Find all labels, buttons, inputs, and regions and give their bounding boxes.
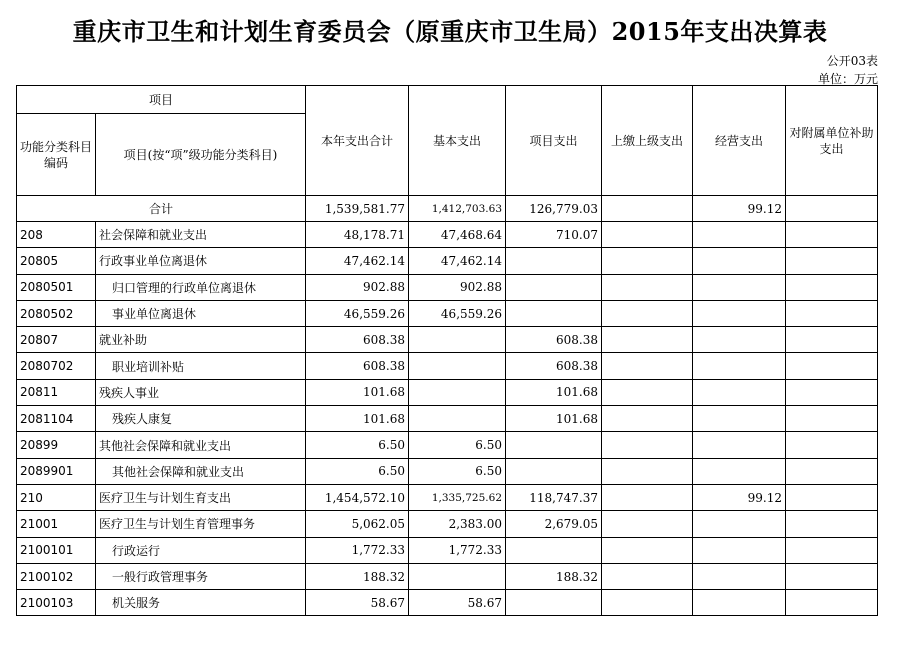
- row-subsidy: [786, 590, 878, 616]
- row-subsidy: [786, 537, 878, 563]
- total-subsidy: [786, 196, 878, 222]
- row-project: 101.68: [506, 379, 602, 405]
- row-project: 608.38: [506, 353, 602, 379]
- row-code: 2100101: [17, 537, 96, 563]
- row-basic: 1,335,725.62: [409, 484, 506, 510]
- unit-label: 单位：万元: [817, 72, 878, 86]
- total-project: 126,779.03: [506, 196, 602, 222]
- header-project: 项目支出: [506, 86, 602, 196]
- row-total: 6.50: [306, 432, 409, 458]
- row-business: [693, 222, 786, 248]
- total-basic: 1,412,703.63: [409, 196, 506, 222]
- row-basic: [409, 406, 506, 432]
- row-business: [693, 432, 786, 458]
- row-basic: [409, 563, 506, 589]
- row-upper: [602, 406, 693, 432]
- row-name: 就业补助: [96, 327, 306, 353]
- row-project: [506, 274, 602, 300]
- row-name: 残疾人事业: [96, 379, 306, 405]
- table-row: [17, 222, 878, 248]
- row-total: 188.32: [306, 563, 409, 589]
- row-basic: 1,772.33: [409, 537, 506, 563]
- row-name: 行政运行: [96, 537, 306, 563]
- row-upper: [602, 379, 693, 405]
- row-basic: [409, 379, 506, 405]
- row-basic: [409, 327, 506, 353]
- row-total: 1,454,572.10: [306, 484, 409, 510]
- row-subsidy: [786, 222, 878, 248]
- row-business: [693, 327, 786, 353]
- row-upper: [602, 248, 693, 274]
- row-project: [506, 458, 602, 484]
- row-project: 608.38: [506, 327, 602, 353]
- row-business: [693, 274, 786, 300]
- row-code: 2080702: [17, 353, 96, 379]
- row-basic: 46,559.26: [409, 300, 506, 326]
- row-code: 21001: [17, 511, 96, 537]
- row-upper: [602, 511, 693, 537]
- row-code: 208: [17, 222, 96, 248]
- row-code: 2089901: [17, 458, 96, 484]
- table-row: [17, 484, 878, 510]
- table-row: [17, 432, 878, 458]
- row-basic: 6.50: [409, 458, 506, 484]
- header-business: 经营支出: [693, 86, 786, 196]
- row-code: 20899: [17, 432, 96, 458]
- row-total: 5,062.05: [306, 511, 409, 537]
- row-business: [693, 590, 786, 616]
- row-upper: [602, 458, 693, 484]
- row-subsidy: [786, 563, 878, 589]
- table-row: [17, 563, 878, 589]
- row-name: 社会保障和就业支出: [96, 222, 306, 248]
- table-row: [17, 327, 878, 353]
- row-basic: 58.67: [409, 590, 506, 616]
- row-upper: [602, 537, 693, 563]
- header-subsidy: 对附属单位补助支出: [786, 86, 878, 196]
- header-upper: 上缴上级支出: [602, 86, 693, 196]
- row-total: 46,559.26: [306, 300, 409, 326]
- row-subsidy: [786, 511, 878, 537]
- row-name: 医疗卫生与计划生育管理事务: [96, 511, 306, 537]
- row-code: 2100102: [17, 563, 96, 589]
- row-project: 188.32: [506, 563, 602, 589]
- row-code: 210: [17, 484, 96, 510]
- row-subsidy: [786, 274, 878, 300]
- row-business: [693, 458, 786, 484]
- row-subsidy: [786, 353, 878, 379]
- row-project: 2,679.05: [506, 511, 602, 537]
- row-basic: 2,383.00: [409, 511, 506, 537]
- row-total: 101.68: [306, 379, 409, 405]
- expenditure-table: [16, 85, 878, 616]
- row-name: 事业单位离退休: [96, 300, 306, 326]
- row-business: [693, 300, 786, 326]
- row-business: [693, 563, 786, 589]
- row-project: 118,747.37: [506, 484, 602, 510]
- page-title: 重庆市卫生和计划生育委员会（原重庆市卫生局）2015年支出决算表: [72, 17, 828, 46]
- row-business: [693, 406, 786, 432]
- row-total: 101.68: [306, 406, 409, 432]
- row-subsidy: [786, 432, 878, 458]
- total-upper: [602, 196, 693, 222]
- row-upper: [602, 432, 693, 458]
- row-basic: 6.50: [409, 432, 506, 458]
- table-row: [17, 274, 878, 300]
- row-name: 一般行政管理事务: [96, 563, 306, 589]
- row-project: [506, 537, 602, 563]
- row-upper: [602, 274, 693, 300]
- row-total: 48,178.71: [306, 222, 409, 248]
- row-business: [693, 248, 786, 274]
- row-project: [506, 248, 602, 274]
- row-name: 职业培训补贴: [96, 353, 306, 379]
- table-row: [17, 248, 878, 274]
- row-name: 行政事业单位离退休: [96, 248, 306, 274]
- row-code: 2100103: [17, 590, 96, 616]
- table-row: [17, 406, 878, 432]
- header-name: 项目(按“项”级功能分类科目): [96, 114, 306, 196]
- row-upper: [602, 563, 693, 589]
- row-code: 20811: [17, 379, 96, 405]
- row-subsidy: [786, 379, 878, 405]
- row-project: [506, 432, 602, 458]
- row-upper: [602, 353, 693, 379]
- row-code: 20807: [17, 327, 96, 353]
- row-business: 99.12: [693, 484, 786, 510]
- row-total: 58.67: [306, 590, 409, 616]
- table-row: [17, 353, 878, 379]
- header-code: 功能分类科目编码: [17, 114, 96, 196]
- row-total: 47,462.14: [306, 248, 409, 274]
- row-code: 2080502: [17, 300, 96, 326]
- row-total: 902.88: [306, 274, 409, 300]
- row-upper: [602, 327, 693, 353]
- row-upper: [602, 300, 693, 326]
- row-name: 医疗卫生与计划生育支出: [96, 484, 306, 510]
- row-name: 残疾人康复: [96, 406, 306, 432]
- row-name: 其他社会保障和就业支出: [96, 432, 306, 458]
- row-project: 710.07: [506, 222, 602, 248]
- header-total: 本年支出合计: [306, 86, 409, 196]
- row-business: [693, 353, 786, 379]
- table-row: [17, 458, 878, 484]
- row-basic: 47,462.14: [409, 248, 506, 274]
- table-row: [17, 537, 878, 563]
- row-total: 6.50: [306, 458, 409, 484]
- row-subsidy: [786, 327, 878, 353]
- row-upper: [602, 590, 693, 616]
- row-subsidy: [786, 406, 878, 432]
- row-name: 其他社会保障和就业支出: [96, 458, 306, 484]
- row-project: [506, 590, 602, 616]
- row-subsidy: [786, 458, 878, 484]
- form-number: 公开03表: [826, 54, 878, 68]
- row-upper: [602, 484, 693, 510]
- table-row: [17, 300, 878, 326]
- row-business: [693, 379, 786, 405]
- header-basic: 基本支出: [409, 86, 506, 196]
- total-total: 1,539,581.77: [306, 196, 409, 222]
- row-basic: [409, 353, 506, 379]
- row-upper: [602, 222, 693, 248]
- table-row: [17, 379, 878, 405]
- row-total: 608.38: [306, 353, 409, 379]
- row-subsidy: [786, 484, 878, 510]
- row-code: 2081104: [17, 406, 96, 432]
- total-row: [17, 196, 878, 222]
- row-total: 1,772.33: [306, 537, 409, 563]
- row-business: [693, 537, 786, 563]
- row-code: 20805: [17, 248, 96, 274]
- row-project: 101.68: [506, 406, 602, 432]
- row-basic: 47,468.64: [409, 222, 506, 248]
- total-label: 合计: [17, 196, 306, 222]
- row-name: 归口管理的行政单位离退休: [96, 274, 306, 300]
- row-name: 机关服务: [96, 590, 306, 616]
- row-business: [693, 511, 786, 537]
- table-row: [17, 590, 878, 616]
- row-subsidy: [786, 248, 878, 274]
- row-code: 2080501: [17, 274, 96, 300]
- header-item: 项目: [17, 86, 306, 114]
- total-business: 99.12: [693, 196, 786, 222]
- row-basic: 902.88: [409, 274, 506, 300]
- row-subsidy: [786, 300, 878, 326]
- row-project: [506, 300, 602, 326]
- row-total: 608.38: [306, 327, 409, 353]
- table-row: [17, 511, 878, 537]
